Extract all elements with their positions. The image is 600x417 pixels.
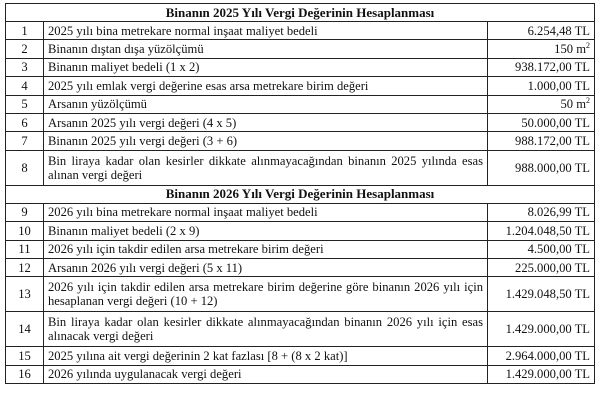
- row-number: 10: [6, 222, 44, 240]
- row-value: 8.026,99 TL: [488, 203, 595, 221]
- row-description: Binanın maliyet bedeli (1 x 2): [44, 58, 488, 76]
- section-header-2025: [6, 4, 595, 22]
- table-row: [6, 240, 595, 258]
- row-description: Arsanın yüzölçümü: [44, 95, 488, 113]
- row-number: 1: [6, 22, 44, 40]
- row-number: 8: [6, 150, 44, 185]
- row-number: 6: [6, 113, 44, 131]
- tax-calculation-document: [5, 3, 594, 384]
- row-value: [488, 40, 595, 58]
- row-number: 2: [6, 40, 44, 58]
- row-number: 15: [6, 347, 44, 365]
- row-value-text: 150 m: [554, 42, 586, 57]
- row-value: 1.429.000,00 TL: [488, 312, 595, 347]
- row-value: 1.429.048,50 TL: [488, 277, 595, 312]
- row-value: 1.000,00 TL: [488, 77, 595, 95]
- row-description: 2025 yılı emlak vergi değerine esas arsa metrekare birim değeri: [44, 77, 488, 95]
- row-description: Binanın maliyet bedeli (2 x 9): [44, 222, 488, 240]
- row-description: 2026 yılı için takdir edilen arsa metrekare birim değerine göre binanın 2026 yılı için hesaplanan vergi değeri (10 + 12): [44, 277, 488, 312]
- row-value: 2.964.000,00 TL: [488, 347, 595, 365]
- row-description: Binanın 2025 yılı vergi değeri (3 + 6): [44, 132, 488, 150]
- table-row: [6, 312, 595, 347]
- row-value: 1.204.048,50 TL: [488, 222, 595, 240]
- table-row: [6, 365, 595, 383]
- unit-superscript: 2: [586, 40, 590, 50]
- row-description: Bin liraya kadar olan kesirler dikkate alınmayacağından binanın 2026 yılı için esas alınacak vergi değeri: [44, 312, 488, 347]
- table-row: [6, 277, 595, 312]
- table-row: [6, 258, 595, 276]
- section-header-2026: [6, 185, 595, 203]
- table-row: [6, 58, 595, 76]
- row-value: 50.000,00 TL: [488, 113, 595, 131]
- row-description: 2025 yılı bina metrekare normal inşaat maliyet bedeli: [44, 22, 488, 40]
- row-value: 225.000,00 TL: [488, 258, 595, 276]
- row-number: 12: [6, 258, 44, 276]
- row-number: 16: [6, 365, 44, 383]
- row-description: Bin liraya kadar olan kesirler dikkate alınmayacağından binanın 2025 yılında esas alınan vergi değeri: [44, 150, 488, 185]
- row-value: 988.000,00 TL: [488, 150, 595, 185]
- row-number: 5: [6, 95, 44, 113]
- row-description: Arsanın 2026 yılı vergi değeri (5 x 11): [44, 258, 488, 276]
- unit-superscript: 2: [586, 96, 590, 106]
- table-row: [6, 222, 595, 240]
- row-description: 2025 yılına ait vergi değerinin 2 kat fazlası [8 + (8 x 2 kat)]: [44, 347, 488, 365]
- table-row: [6, 22, 595, 40]
- table-row: [6, 77, 595, 95]
- row-description: 2026 yılı bina metrekare normal inşaat maliyet bedeli: [44, 203, 488, 221]
- row-number: 4: [6, 77, 44, 95]
- table-row: [6, 113, 595, 131]
- section-title-2026: Binanın 2026 Yılı Vergi Değerinin Hesaplanması: [6, 185, 595, 203]
- table-row: [6, 347, 595, 365]
- row-value: 938.172,00 TL: [488, 58, 595, 76]
- table-row: [6, 203, 595, 221]
- row-description: Binanın dıştan dışa yüzölçümü: [44, 40, 488, 58]
- row-description: 2026 yılında uygulanacak vergi değeri: [44, 365, 488, 383]
- row-number: 7: [6, 132, 44, 150]
- row-value: 4.500,00 TL: [488, 240, 595, 258]
- row-description: 2026 yılı için takdir edilen arsa metrekare birim değeri: [44, 240, 488, 258]
- table-row: [6, 95, 595, 113]
- row-number: 14: [6, 312, 44, 347]
- row-value: 6.254,48 TL: [488, 22, 595, 40]
- row-value: 988.172,00 TL: [488, 132, 595, 150]
- row-number: 9: [6, 203, 44, 221]
- row-description: Arsanın 2025 yılı vergi değeri (4 x 5): [44, 113, 488, 131]
- table-row: [6, 150, 595, 185]
- row-number: 13: [6, 277, 44, 312]
- section-title-2025: Binanın 2025 Yılı Vergi Değerinin Hesaplanması: [6, 4, 595, 22]
- table-row: [6, 40, 595, 58]
- row-number: 11: [6, 240, 44, 258]
- table-row: [6, 132, 595, 150]
- row-value: [488, 95, 595, 113]
- row-number: 3: [6, 58, 44, 76]
- tax-value-table: [5, 3, 595, 384]
- row-value: 1.429.000,00 TL: [488, 365, 595, 383]
- row-value-text: 50 m: [560, 97, 586, 112]
